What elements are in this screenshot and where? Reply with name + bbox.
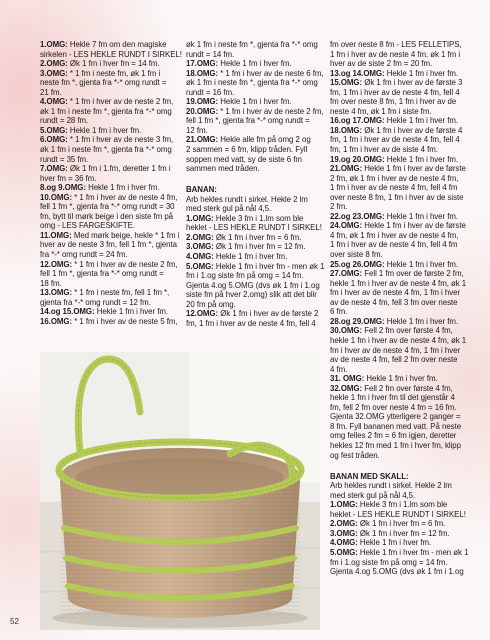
round-label: 20.OMG: [186,106,219,116]
instruction-line [330,202,458,212]
instruction-line [330,481,458,491]
instruction-line [330,269,464,279]
instruction-line [330,107,458,117]
instruction-line [40,240,175,250]
instruction-text: neste 4 fm, øk 1 fm i siste fm. [330,106,432,116]
instruction-text: fm, 1 fm i hver av de neste 4 fm, fell 4 [330,87,460,97]
instruction-text: Fell 2 fm over første 4 fm, [362,383,453,393]
instruction-line [186,204,322,214]
instruction-line [330,307,458,317]
round-label: 24.OMG: [330,221,363,231]
basket-illustration [40,352,320,630]
instruction-text: Hekle 1 fm i hver fm. [357,538,432,548]
instruction-text: * 1 fm i hver av de neste 2 fm, [72,259,178,269]
section-heading: BANAN MED SKALL: [330,471,409,481]
instruction-line [330,116,458,126]
instruction-text: Hekle 1 fm i hver fm. [384,259,459,269]
instruction-text: Hekle 1 fm i hver av de første [362,164,466,174]
instruction-text: rundt = 16 fm. [186,87,235,97]
instruction-line [40,126,175,136]
round-label: 18.OMG: [330,125,363,135]
instruction-text: 21 fm. [40,87,62,97]
instruction-text: Hekle 1 fm i hver fm. [213,252,288,262]
instruction-text: Hekle 1 fm i hver fm. [94,307,169,317]
instruction-line [40,259,178,270]
round-label: 19.OMG: [186,97,219,107]
instruction-line [330,365,458,375]
instruction-text: omg - LES FARGESKIFTE. [40,221,135,231]
instruction-text: hekle 1 fm i hver av de neste 4 fm, øk 1 [330,278,467,288]
instruction-text: fm i hver av de neste 4 fm, 1 fm i hver [330,345,461,355]
instruction-text: fm, 1 fm i hver av de siste 4 fm. [330,145,438,155]
instruction-text: Hekle 1 fm i hver fm. [384,116,459,126]
instruction-line [40,59,175,69]
instruction-text: og fest tråden. [330,450,380,460]
instruction-line [40,155,175,165]
round-label: 1.OMG: [330,500,358,510]
instruction-text: fm over neste 8 fm, 1 fm i hver av de [330,97,457,107]
instruction-line [330,431,458,441]
instruction-line [330,500,458,510]
instruction-line [330,374,458,384]
instruction-line [186,252,322,262]
instruction-text: øk 1 fm i neste fm *, gjenta fra *-* omg [186,40,318,49]
instruction-text: øk 1 fm i neste fm *, gjenta fra *-* omg [186,78,318,88]
instruction-text: Hekle 1 fm i hver fm. [67,125,142,135]
instruction-line [330,278,467,289]
instruction-line [330,403,458,413]
round-label: 3.OMG: [330,528,358,538]
round-label: 13.OMG: [40,288,73,298]
instruction-line [40,307,175,317]
instruction-line [186,59,322,69]
instruction-line [330,440,461,451]
instruction-text: Hekle alle fm på omg 2 og [218,135,311,145]
instruction-line [330,326,458,336]
round-label: 7.OMG: [40,164,68,174]
round-label: 3.OMG: [40,68,68,78]
instruction-line [40,145,175,155]
instruction-line [330,421,462,432]
instruction-line [330,97,458,107]
instruction-text: * 1 fm i hver av de neste 2 fm, [67,97,174,107]
instruction-text: fm, bytt til mørk beige i den siste fm på [40,211,174,221]
instruction-line [40,230,180,241]
instruction-line [330,135,458,145]
instruction-text: Hekle 1 fm i hver fm. [85,183,160,193]
instruction-text: rundt = 14 fm. [186,49,235,59]
instruction-line [330,212,458,222]
instruction-line [330,59,458,69]
instruction-text: 18 fm. [40,278,62,288]
instruction-text: Øk 1 fm i hver av de første 3 [362,78,463,88]
crochet-basket-photo [40,352,320,630]
instruction-text: Øk 1 fm i 1.fm, deretter 1 fm i [67,164,171,174]
instruction-line [40,107,175,117]
instruction-text: Fell 2 fm over første 4 fm, [362,326,453,336]
instruction-line [40,269,175,279]
instruction-text: Hekle 7 fm om den magiske [67,40,167,49]
instruction-text: soppen med vatt, sy de siste 6 fm [186,154,302,164]
instruction-text: over neste 8 fm, 1 fm i hver av de siste [330,192,464,202]
instruction-line [330,183,458,193]
instruction-line [330,529,458,539]
round-label: 4.OMG: [186,252,214,262]
instruction-text: Øk 1 fm i hver fm = 12 fm. [357,528,450,538]
instruction-text: Hekle 1 fm i hver av de første [362,221,466,231]
round-label: 2.OMG: [186,232,214,242]
instruction-text: fm, 1 fm i hver av de neste 4 fm, fell 4 [330,135,460,145]
instruction-text: 2 fm. [330,202,348,212]
instruction-text: Hekle 1 fm i hver fm - men øk 1 [357,547,469,557]
instruction-text: fm i hver av de neste 4 fm, 1 fm i hver [330,288,461,298]
instruction-line [40,78,175,88]
instruction-text: Øk 1 fm i hver fm = 12 fm. [213,242,306,252]
instruction-text: Gjenta 32.OMG ytterligere 2 ganger = [330,412,461,422]
round-label: 5.OMG: [330,547,358,557]
instruction-line [330,298,458,308]
instruction-text: fell 1 fm *, gjenta fra *-* omg rundt = [40,269,164,279]
instruction-line [330,335,467,346]
instruction-line [330,155,458,165]
instruction-line [330,221,466,231]
instruction-line [40,192,178,203]
instruction-line [40,164,175,174]
instruction-line [330,125,463,136]
instruction-line [330,78,463,88]
page-number: 52 [10,617,19,626]
instruction-text: av de neste 4 fm, fell 3 fm over neste [330,297,458,307]
instruction-text: * 1 fm i hver av de neste 6 fm, [218,68,324,78]
instruction-line [40,174,175,184]
instruction-text: over siste 8 fm. [330,250,383,260]
instruction-text: omg felles 2 fm = 6 fm igjen, deretter [330,431,457,441]
instruction-text: Hekle 1 fm i hver fm. [364,374,438,384]
round-label: 1.OMG: [40,40,68,49]
round-label: 28.og 29.OMG: [330,316,385,326]
instruction-text: * 1 fm i hver av de neste 3 fm, [67,135,174,145]
instruction-text: heklet - LES HEKLE RUNDT I SIRKEL! [330,509,466,519]
instruction-line [186,97,322,107]
instruction-text: 20 fm på omg. [186,299,236,309]
instruction-text: Hekle 3 fm i 1.lm som ble [213,213,304,223]
instruction-line [186,271,322,281]
instruction-line [186,233,322,243]
round-label: 16.og 17.OMG: [330,116,385,126]
instruction-text: Hekle 1 fm i hver fm. [384,154,459,164]
instruction-line [186,300,322,310]
instruction-text: gjenta fra *-* omg rundt = 12 fm. [40,297,151,307]
round-label: 21.OMG: [186,135,219,145]
instruction-line [40,69,175,79]
instruction-text: sirkelen - LES HEKLE RUNDT I SIRKEL! [40,49,182,59]
instruction-line [40,135,175,145]
instruction-line [40,49,182,60]
round-label: 19.og 20.OMG: [330,154,385,164]
instruction-line [40,298,175,308]
round-label: 27.OMG: [330,269,363,279]
instruction-line [186,261,325,272]
instruction-line [330,567,464,577]
instruction-line [330,164,466,174]
instruction-text: 2 fm, øk 1 fm i hver av de neste 4 fm, [330,173,459,183]
instruction-text: Øk 1 fm i hver av de første 4 [362,125,463,135]
instruction-text: 2 sammen = 6 fm, klipp tråden. Fyll [186,145,308,155]
round-label: 30.OMG: [330,326,363,336]
instruction-line [186,242,322,252]
instruction-text: fm, 1 fm i hver av de neste 4 fm, fell 4 [186,318,316,328]
instruction-line [40,316,178,327]
instruction-text: Øk 1 fm i hver av de første 2 [218,309,319,319]
round-label: 11.OMG: [40,230,72,240]
round-label: 2.OMG: [40,59,68,69]
instruction-text: * 1 fm i hver av de neste 4 fm, [72,192,178,202]
instruction-line [40,183,175,193]
instruction-text: Gjenta 4.og 5.OMG (dvs øk 1 fm i 1.og [330,567,464,577]
instruction-line [40,116,175,126]
instruction-text: 12 fm. [186,125,208,135]
round-label: 4.OMG: [40,97,68,107]
instruction-line [40,40,175,50]
instruction-text: Hekle 1 fm i hver fm. [384,211,459,221]
instruction-line [186,40,322,50]
instruction-text: rundt = 35 fm. [40,154,89,164]
instruction-text: hver av de siste 2 fm = 20 fm. [330,59,433,69]
round-label: 6.OMG: [40,135,68,145]
instruction-text: fm i 1.og siste fm på omg = 14 fm. [330,557,448,567]
instruction-text: Øk 1 fm i hver fm = 14 fm. [67,59,160,69]
instruction-line [330,345,461,356]
instruction-line [330,393,458,403]
round-label: 15.OMG: [330,78,363,88]
instruction-text: hekle 1 fm i hver av de neste 4 fm, øk 1 [330,335,467,345]
instruction-text: Øk 1 fm i hver fm = 6 fm. [213,232,302,242]
instruction-line [186,116,322,126]
instructions-column-3 [330,40,469,577]
instruction-line [330,145,458,155]
instruction-text: øk 1 fm i neste fm *, gjenta fra *-* omg [40,145,172,155]
instruction-text: Hekle 1 fm i hver fm. [218,59,292,69]
instruction-line [330,558,458,568]
instruction-line [40,250,175,260]
instruction-line [330,174,458,184]
round-label: 31. OMG: [330,374,365,384]
instruction-text: hver fm = 36 fm. [40,173,97,183]
instruction-line [330,288,461,298]
instruction-text: 1 fm i hver av de neste 4 fm, øk 1 fm i [330,49,461,59]
instruction-line [330,250,458,260]
instruction-line [330,355,458,365]
instruction-line [186,126,322,136]
instruction-text: 6 fm. [330,307,348,317]
instruction-line [330,538,458,548]
instructions-column-1 [40,40,182,326]
instructions-column-2 [186,40,325,328]
instruction-text: rundt = 28 fm. [40,116,89,126]
instruction-line [186,50,322,60]
instruction-text: med sterk gul på nål 4,5. [186,204,272,214]
instruction-line [186,309,322,319]
instruction-line [186,195,322,205]
instruction-line [330,317,458,327]
instruction-text: Hekle 1 fm i hver fm. [384,68,459,78]
round-label: 12.OMG: [186,309,219,319]
instruction-line [330,192,464,203]
instruction-text: Hekle 1 fm i hver fm. [218,97,292,107]
round-label: 17.OMG: [186,59,219,69]
round-label: 2.OMG: [330,519,358,529]
instruction-text: med sterk gul på nål 4,5. [330,490,416,500]
instruction-line [40,221,175,231]
round-label: 3.OMG: [186,242,214,252]
instruction-text: fell 1 fm *, gjenta fra *-* omg rundt = 30 [40,202,175,212]
instruction-text: Hekle 1 fm i hver fm - men øk 1 [213,261,325,271]
instruction-line [330,240,458,250]
instruction-line [186,319,322,329]
instruction-line [186,290,322,300]
instruction-text: Gjenta 4.og 5.OMG (dvs øk 1 fm i 1.og [186,280,320,290]
instruction-line [330,491,458,501]
instruction-text: 4 fm. [330,364,348,374]
instruction-line [186,164,322,174]
round-label: 18.OMG: [186,68,219,78]
instruction-text: * 1 fm i hver av de neste 2 fm, [218,106,324,116]
round-label: 10.OMG: [40,192,73,202]
round-label: 21.OMG: [330,164,363,174]
round-label: 1.OMG: [186,213,214,223]
instruction-line [330,49,461,60]
instruction-text: heklet - LES HEKLE RUNDT I SIRKEL! [186,223,322,233]
round-label: 14.og 15.OMG: [40,307,95,317]
instruction-text: Øk 1 fm i hver fm = 6 fm. [357,519,446,529]
instruction-line [40,279,175,289]
round-label: 4.OMG: [330,538,358,548]
instruction-text: neste fm *, gjenta fra *-* omg rundt = [40,78,167,88]
instruction-line [40,88,175,98]
instruction-line [40,212,175,222]
instruction-text: Hekle 3 fm i 1.lm som ble [357,500,448,510]
instruction-text: av de neste 4 fm, fell 2 fm over neste [330,355,458,365]
instruction-text: fm over neste 8 fm - LES FELLETIPS, [330,40,462,49]
round-label: 8.og 9.OMG: [40,183,86,193]
instruction-line [330,451,458,461]
round-label: 25.og 26.OMG: [330,259,385,269]
instruction-text: fell 1 fm *, gjenta fra *-* omg rundt = [186,116,310,126]
instruction-line [186,107,322,117]
instruction-text: Med mørk beige, hekle * 1 fm i [71,230,180,240]
instruction-line [186,88,322,98]
instruction-line [186,145,322,155]
instruction-line [186,223,322,233]
instruction-line [186,281,322,291]
instruction-line [330,519,458,529]
instruction-text: hekles 12 fm med 1 fm i hver fm, klipp [330,440,461,450]
instruction-line [186,155,322,165]
instruction-line [40,288,175,298]
round-label: 16.OMG: [40,316,73,326]
instruction-line [186,214,322,224]
round-label: 22.og 23.OMG: [330,211,385,221]
instruction-line [40,97,175,107]
instruction-text: siste fm på hver 2.omg) slik att det blir [186,290,317,300]
instruction-text: 1 fm i hver av de neste 4 fm, fell 4 fm [330,240,458,250]
instruction-line [330,88,458,98]
instruction-line [330,69,458,79]
paragraph-gap [330,460,458,470]
instruction-text: fm i 1.og siste fm på omg = 14 fm. [186,271,304,281]
instruction-text: fra *-* omg rundt = 24 fm. [40,250,128,260]
instruction-line [330,231,458,241]
instruction-line [40,202,175,212]
instruction-text: * 1 fm i neste fm, øk 1 fm i [67,68,161,78]
instruction-text: sammen med tråden. [186,164,260,174]
instruction-text: 1 fm i hver av de neste 4 fm, fell 4 fm [330,183,458,193]
instruction-line [330,547,469,558]
instruction-text: hver av de neste 3 fm, fell 1 fm *, gjenta [40,240,177,250]
instruction-text: øk 1 fm i neste fm *, gjenta fra *-* omg [40,106,172,116]
instruction-line [186,78,322,88]
instruction-text: 4 fm, øk 1 fm i hver av de neste 4 fm, [330,230,459,240]
paragraph-gap [186,174,322,184]
instruction-text: Fell 1 fm over de første 2 fm, [362,269,464,279]
round-label: 13.og 14.OMG: [330,68,385,78]
round-label: 5.OMG: [186,261,214,271]
instruction-text: hekle 1 fm i hver fm til det gjenstår 4 [330,393,455,403]
instruction-text: Hekle 1 fm i hver fm. [384,316,459,326]
round-label: 32.OMG: [330,383,363,393]
round-label: 5.OMG: [40,125,68,135]
instruction-text: fm, fell 2 fm over neste 4 fm = 16 fm. [330,402,457,412]
instruction-text: * 1 fm i neste fm, fell 1 fm *, [72,288,170,298]
instruction-text: * 1 fm i hver av de neste 5 fm, [72,316,178,326]
round-label: 12.OMG: [40,259,73,269]
instruction-text: 8 fm. Fyll bananen med vatt. På neste [330,421,462,431]
instruction-text: Arb hekles rundt i sirkel. Hekle 2 lm [186,194,308,204]
section-heading: BANAN: [186,185,217,195]
instruction-line [330,384,458,394]
instruction-line [186,69,322,79]
instruction-line [330,412,461,422]
instruction-line [330,509,466,520]
instruction-line [186,135,322,145]
instruction-line [330,40,462,50]
instruction-text: Arb hekles rundt i sirkel. Hekle 2 lm [330,481,452,491]
instruction-line [330,260,458,270]
